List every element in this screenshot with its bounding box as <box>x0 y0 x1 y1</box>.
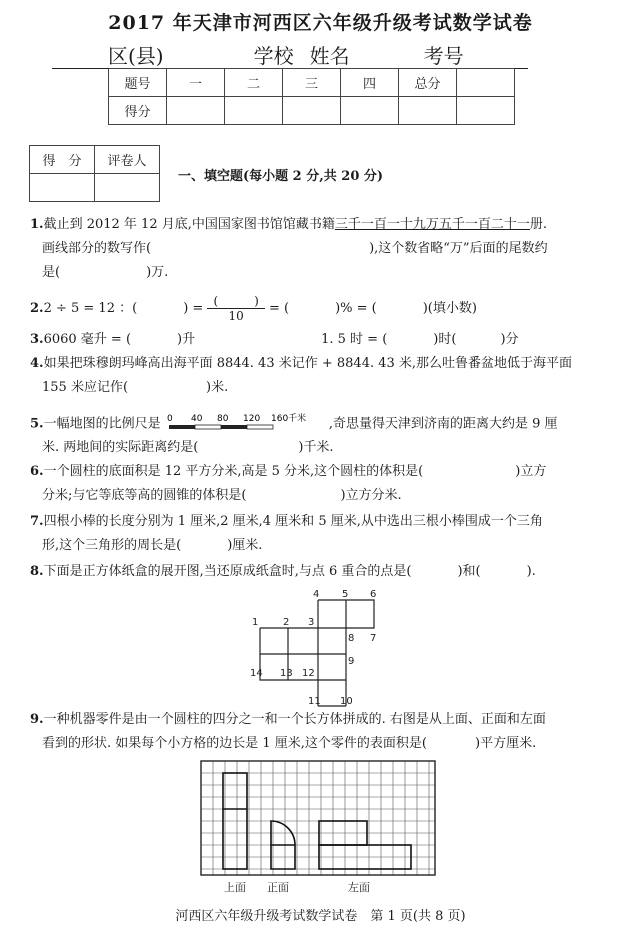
question-1-line2: 画线部分的数写作( ),这个数省略“万”后面的尾数约 <box>42 241 548 256</box>
score-cell: 三 <box>283 69 341 97</box>
map-scale-bar <box>165 412 325 436</box>
scale-label: 40 <box>190 414 203 424</box>
left-view-label: 左面 <box>348 881 370 894</box>
score-input-cell[interactable] <box>341 97 399 125</box>
scale-segment <box>195 425 221 429</box>
question-9-line2: 看到的形状. 如果每个小方格的边长是 1 厘米,这个零件的表面积是( )平方厘米. <box>42 736 537 751</box>
school-blank[interactable] <box>170 48 254 69</box>
question-7-line2: 形,这个三角形的周长是( )厘米. <box>42 538 263 553</box>
scale-label: 160千米 <box>270 414 306 424</box>
score-cell: 二 <box>225 69 283 97</box>
net-point-label: 12 <box>302 668 315 679</box>
name-blank[interactable] <box>350 48 412 69</box>
net-point-label: 3 <box>308 617 315 628</box>
score-table-score-row <box>109 97 515 125</box>
question-3: 3.6060 毫升 = ( )升 1. 5 时 = ( )时( )分 <box>30 332 519 347</box>
question-1: 1.截止到 2012 年 12 月底,中国国家图书馆馆藏书籍三千一百一十九万五千一百二十一册. <box>30 217 548 232</box>
question-6: 6.一个圆柱的底面积是 12 平方分米,高是 5 分米,这个圆柱的体积是( )立方 <box>30 464 547 479</box>
school-label: 学校 <box>253 44 294 68</box>
net-point-label: 14 <box>250 668 263 679</box>
question-5: 5.一幅地图的比例尺是 0 40 80 120 160千米 ,奇思量得天津到济南的距离大约是 9 厘 <box>30 412 558 437</box>
question-2: 2.2 ÷ 5 = 12 ：( ) = $\frac{( )}{10}$ = ( )% = ( )(填小数) <box>30 294 477 323</box>
net-point-label: 13 <box>280 668 293 679</box>
section-title: 一、填空题(每小题 2 分,共 20 分) <box>178 169 384 184</box>
net-point-label: 6 <box>370 589 377 600</box>
front-view-label: 正面 <box>267 881 289 894</box>
score-cell <box>457 69 515 97</box>
grader-score-cell[interactable] <box>30 174 95 202</box>
scale-label: 0 <box>166 414 173 424</box>
score-input-cell[interactable] <box>283 97 341 125</box>
question-8: 8.下面是正方体纸盒的展开图,当还原成纸盒时,与点 6 重合的点是( )和( ). <box>30 564 536 579</box>
scale-segment <box>221 425 247 429</box>
net-point-label: 7 <box>370 633 377 644</box>
question-7: 7.四根小棒的长度分别为 1 厘米,2 厘米,4 厘米和 5 厘米,从中选出三根小棒围成一个三角 <box>30 514 543 529</box>
net-point-label: 4 <box>313 589 320 600</box>
grader-table <box>29 145 160 202</box>
underlined-number: 三千一百一十九万五千一百二十一 <box>334 217 530 232</box>
net-point-label: 11 <box>308 696 321 707</box>
district-blank[interactable] <box>52 48 108 69</box>
score-input-cell[interactable] <box>225 97 283 125</box>
grader-name-cell[interactable] <box>95 174 160 202</box>
fraction: $\frac{( )}{10}$ <box>207 294 264 323</box>
top-view-label: 上面 <box>224 881 246 894</box>
exam-title: 2017 年天津市河西区六年级升级考试数学试卷 <box>108 12 533 34</box>
grader-name-label: 评卷人 <box>95 146 160 174</box>
score-row-label: 得分 <box>109 97 167 125</box>
score-cell: 一 <box>167 69 225 97</box>
student-info-line <box>52 40 528 69</box>
scale-segment <box>247 425 273 429</box>
net-point-label: 9 <box>348 656 355 667</box>
page-footer: 河西区六年级升级考试数学试卷 第 1 页(共 8 页) <box>175 909 466 924</box>
scale-label: 80 <box>216 414 229 424</box>
scale-segment <box>169 425 195 429</box>
question-9: 9.一种机器零件是由一个圆柱的四分之一和一个长方体拼成的. 右图是从上面、正面和左面 <box>30 712 546 727</box>
question-4: 4.如果把珠穆朗玛峰高出海平面 8844. 43 米记作 + 8844. 43 米,那么吐鲁番盆地低于海平面 <box>30 356 573 371</box>
score-cell: 四 <box>341 69 399 97</box>
net-point-label: 2 <box>283 617 290 628</box>
scale-label: 120 <box>242 414 260 424</box>
net-point-label: 5 <box>342 589 349 600</box>
score-input-cell[interactable] <box>167 97 225 125</box>
question-1-line3: 是( )万. <box>42 265 169 280</box>
exam-no-blank[interactable] <box>464 48 528 69</box>
score-cell: 题号 <box>109 69 167 97</box>
score-input-cell[interactable] <box>399 97 457 125</box>
question-6-line2: 分米;与它等底等高的圆锥的体积是( )立方分米. <box>42 488 402 503</box>
score-cell: 总分 <box>399 69 457 97</box>
score-table-header-row <box>109 69 515 97</box>
three-view-grid-figure <box>200 760 436 900</box>
exam-no-label: 考号 <box>423 44 464 68</box>
net-point-label: 1 <box>252 617 259 628</box>
district-label: 区(县) <box>108 44 164 68</box>
net-point-label: 10 <box>340 696 353 707</box>
question-5-line2: 米. 两地间的实际距离约是( )千米. <box>42 440 334 455</box>
score-table <box>108 68 515 125</box>
name-label: 姓名 <box>309 44 350 68</box>
net-point-label: 8 <box>348 633 355 644</box>
cube-net-diagram <box>240 588 380 708</box>
score-input-cell[interactable] <box>457 97 515 125</box>
grader-score-label: 得 分 <box>30 146 95 174</box>
question-4-line2: 155 米应记作( )米. <box>42 380 229 395</box>
